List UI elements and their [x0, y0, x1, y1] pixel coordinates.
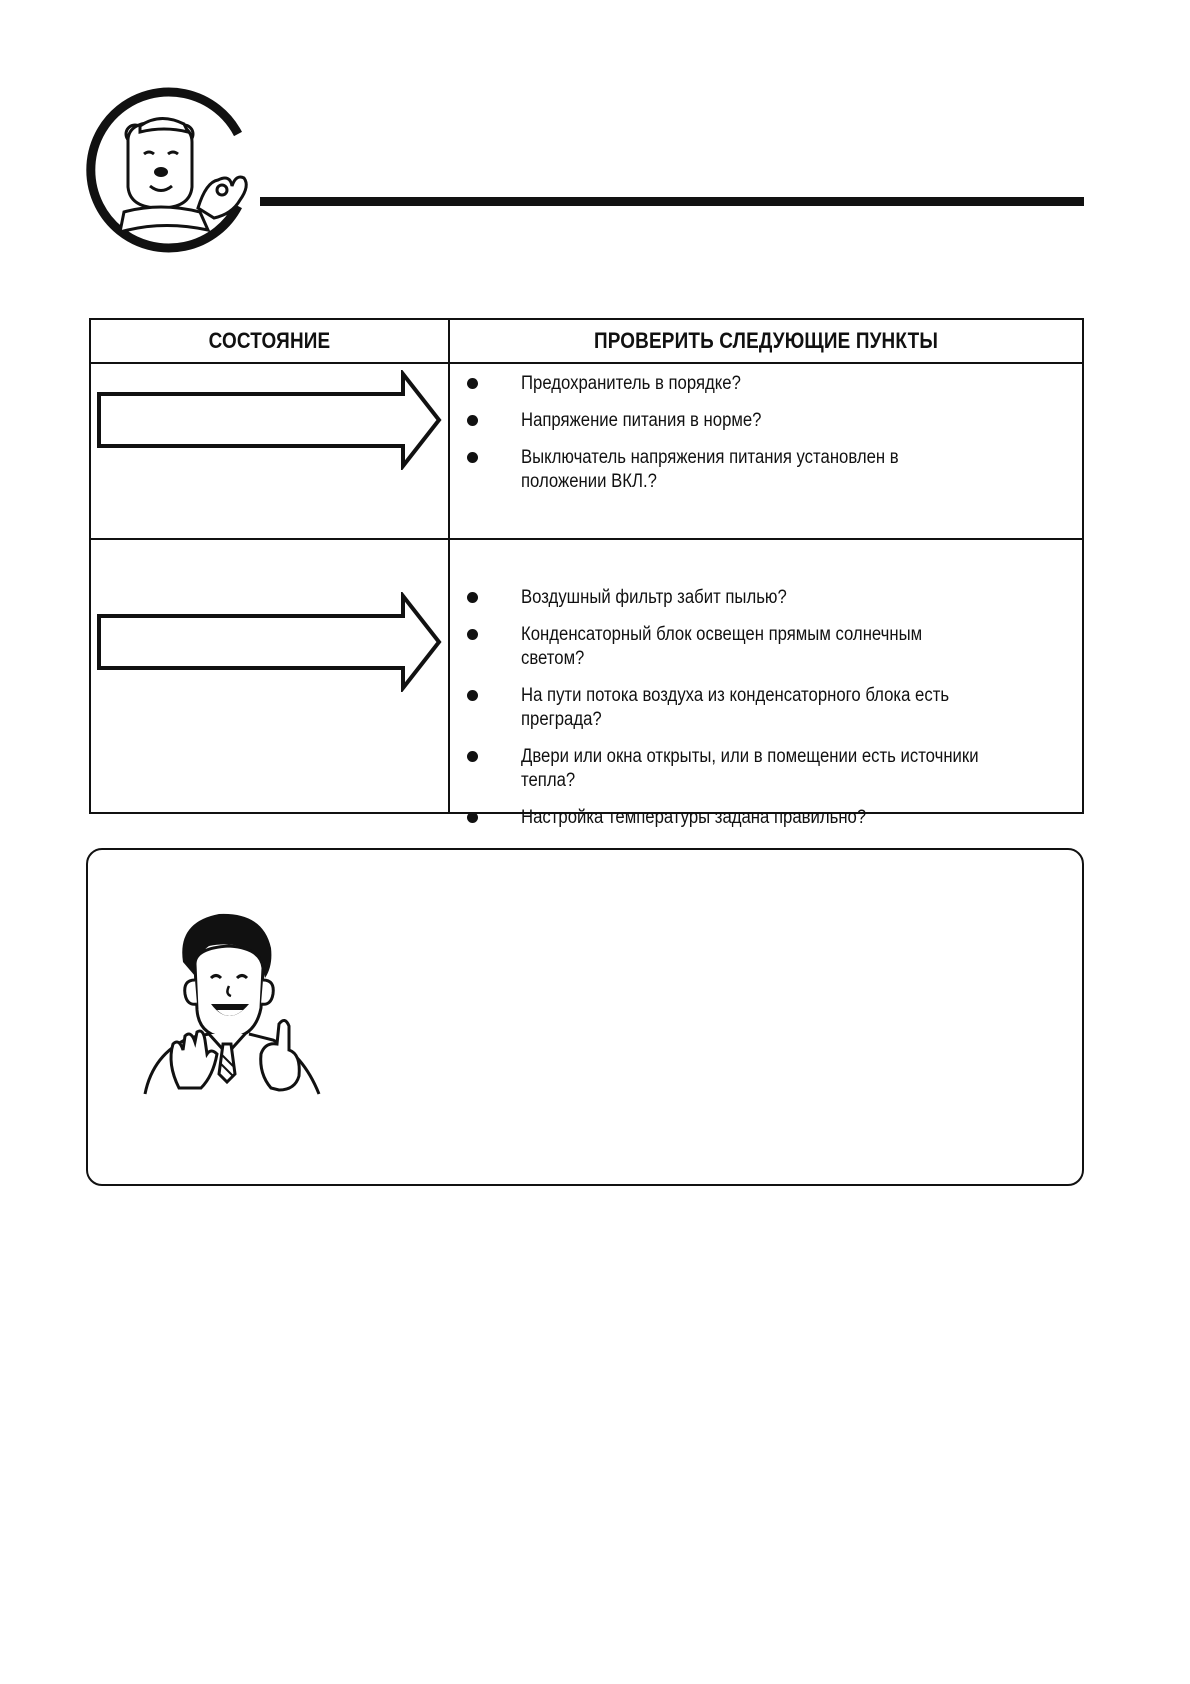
- bullet-icon: [467, 378, 478, 389]
- check-list-row-2: [450, 586, 1082, 843]
- smiling-man-icon: [139, 904, 329, 1096]
- bullet-icon: [467, 690, 478, 701]
- list-item: Воздушный фильтр забит пылью?: [450, 586, 1082, 610]
- header-divider: [91, 362, 1082, 364]
- list-item: Напряжение питания в норме?: [450, 409, 1082, 433]
- row-divider: [91, 538, 1082, 540]
- header-check-items: ПРОВЕРИТЬ СЛЕДУЮЩИЕ ПУНКТЫ: [593, 328, 939, 353]
- right-arrow-icon: [95, 592, 443, 692]
- check-list-row-1: [450, 372, 1082, 507]
- bullet-icon: [467, 751, 478, 762]
- list-item: На пути потока воздуха из конденсаторного блока есть преграда?: [450, 684, 1082, 732]
- list-item: Двери или окна открыты, или в помещении есть источники тепла?: [450, 745, 1082, 793]
- right-arrow-icon: [95, 370, 443, 470]
- header-state: СОСТОЯНИЕ: [208, 328, 331, 353]
- bullet-icon: [467, 812, 478, 823]
- list-item: Предохранитель в порядке?: [450, 372, 1082, 396]
- bullet-icon: [467, 629, 478, 640]
- header-rule: [260, 197, 1084, 206]
- list-item: Выключатель напряжения питания установлен в положении ВКЛ.?: [450, 446, 1082, 494]
- list-item: Конденсаторный блок освещен прямым солнечным светом?: [450, 623, 1082, 671]
- bear-mascot-icon: [80, 82, 260, 262]
- bullet-icon: [467, 452, 478, 463]
- list-item: Настройка температуры задана правильно?: [450, 806, 1082, 830]
- bullet-icon: [467, 415, 478, 426]
- bullet-icon: [467, 592, 478, 603]
- troubleshooting-table: [89, 318, 1084, 828]
